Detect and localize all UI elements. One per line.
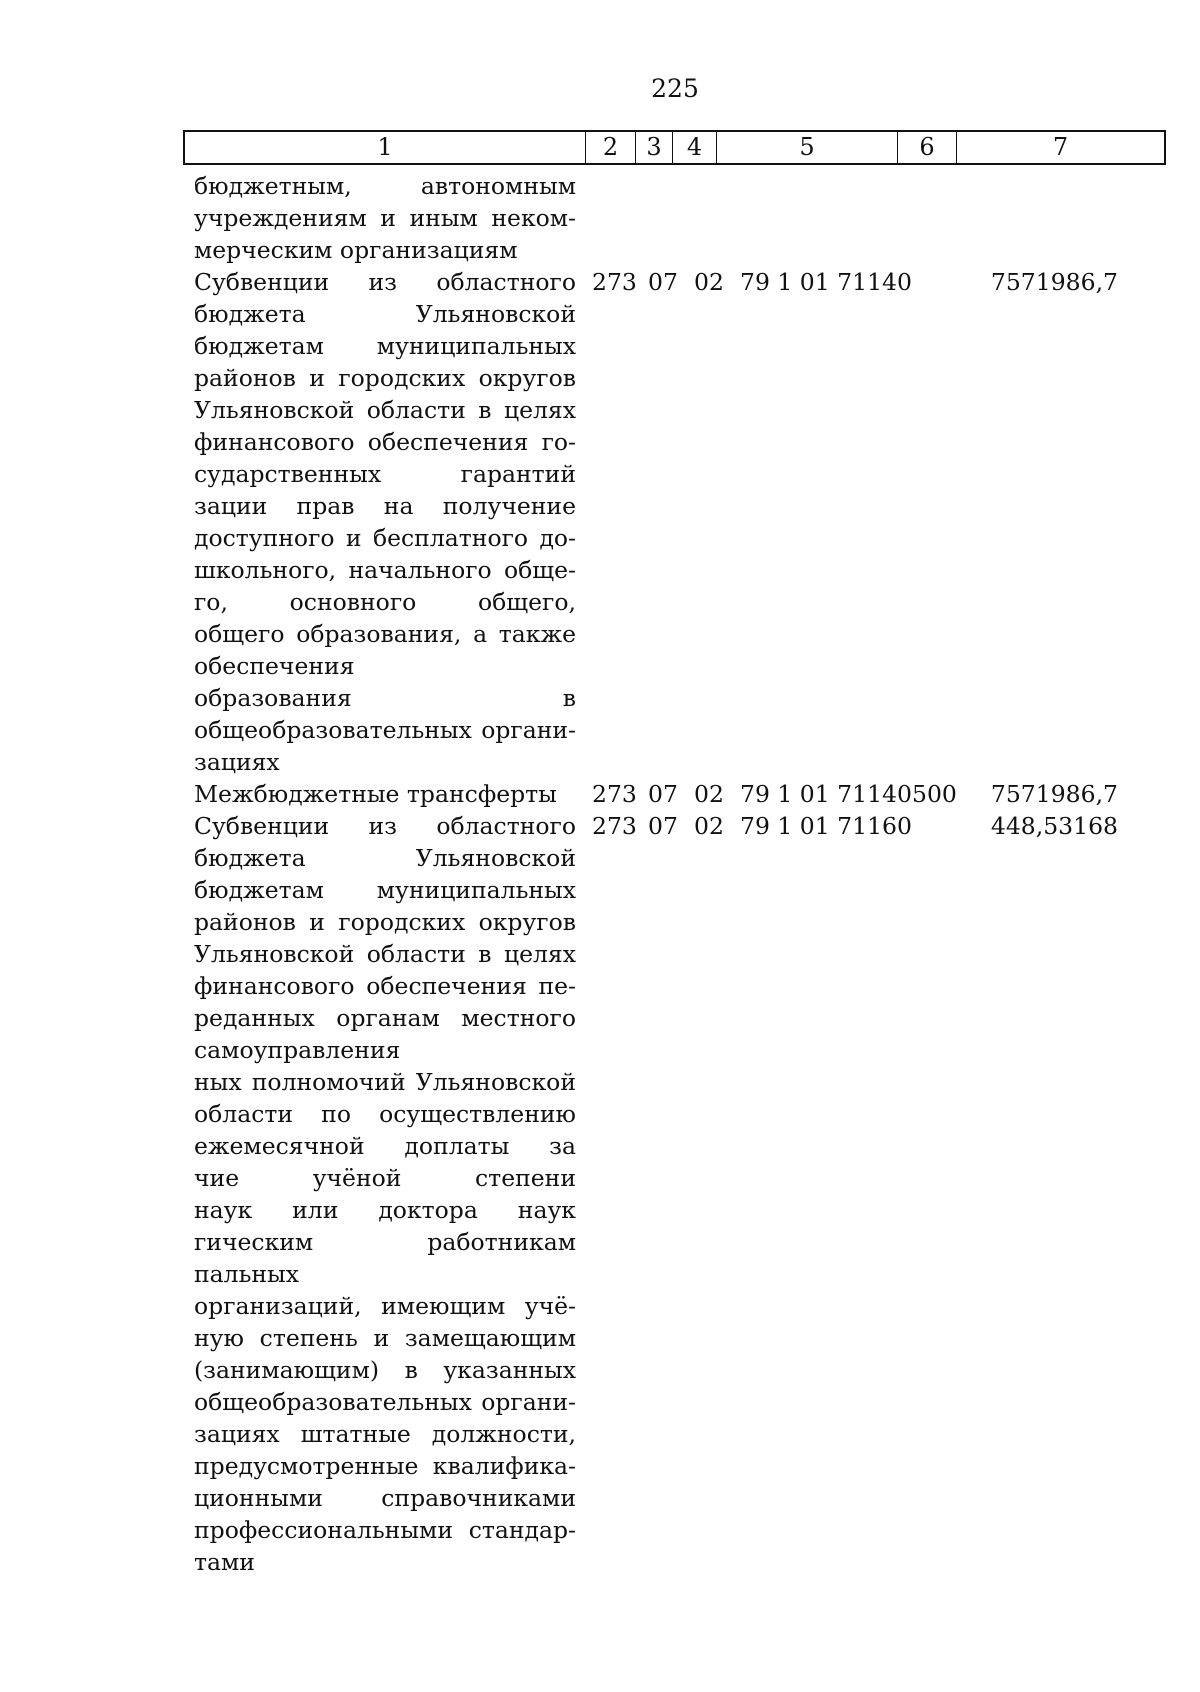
description-line: реданных органам местного (194, 1004, 576, 1032)
description-line: пальных (194, 1260, 300, 1288)
description-line: Ульяновской области в целях (194, 940, 576, 968)
description-line: образования в (194, 684, 576, 712)
code-target-article: 79 1 01 71160 (740, 812, 912, 840)
code-subsection: 02 (694, 812, 724, 840)
description-line: бюджета Ульяновской (194, 844, 576, 872)
description-line: ционными справочниками (194, 1484, 576, 1512)
row-description (194, 266, 576, 778)
header-col-3: 3 (636, 132, 673, 163)
description-line: общеобразовательных органи- (194, 716, 576, 744)
description-line: предусмотренные квалифика- (194, 1452, 576, 1480)
description-line: школьного, начального обще- (194, 556, 576, 584)
code-section: 07 (648, 268, 678, 296)
page-number: 225 (651, 74, 699, 103)
description-line: Межбюджетные трансферты (194, 780, 557, 808)
description-line: районов и городских округов (194, 908, 576, 936)
description-line: тами (194, 1548, 255, 1576)
description-line: ежемесячной доплаты за (194, 1132, 576, 1160)
header-col-4: 4 (673, 132, 717, 163)
description-line: бюджетам муниципальных (194, 876, 576, 904)
description-line: доступного и бесплатного до- (194, 524, 576, 552)
code-target-article: 79 1 01 71140 (740, 268, 912, 296)
amount-value: 7571986,7 (990, 780, 1118, 808)
description-line: наук или доктора наук (194, 1196, 576, 1224)
amount-value: 448,53168 (990, 812, 1118, 840)
description-line: бюджета Ульяновской (194, 300, 576, 328)
header-col-1: 1 (185, 132, 586, 163)
description-line: бюджетным, автономным (194, 172, 576, 200)
table-row (0, 778, 1200, 810)
table-body (0, 170, 1200, 1578)
description-line: Субвенции из областного (194, 812, 576, 840)
description-line: Ульяновской области в целях (194, 396, 576, 424)
table-row (0, 266, 1200, 778)
description-line: зациях штатные должности, (194, 1420, 576, 1448)
header-col-2: 2 (586, 132, 636, 163)
code-target-article: 79 1 01 71140 (740, 780, 912, 808)
description-line: Субвенции из областного (194, 268, 576, 296)
row-description (194, 810, 576, 1578)
header-col-7: 7 (1052, 133, 1069, 161)
code-subsection: 02 (694, 268, 724, 296)
description-line: профессиональными стандар- (194, 1516, 576, 1544)
description-line: районов и городских округов (194, 364, 576, 392)
description-line: мерческим организациям (194, 236, 518, 264)
table-header-row (183, 130, 1166, 165)
description-line: гическим работникам (194, 1228, 576, 1256)
code-section: 07 (648, 780, 678, 808)
description-line: зациях (194, 748, 280, 776)
row-description (194, 170, 576, 266)
code-expense-type: 500 (912, 780, 957, 808)
description-line: бюджетам муниципальных (194, 332, 576, 360)
description-line: сударственных гарантий (194, 460, 576, 488)
description-line: организаций, имеющим учё- (194, 1292, 576, 1320)
description-line: общего образования, а также (194, 620, 576, 648)
header-col-5: 5 (717, 132, 898, 163)
code-ministry: 273 (592, 812, 637, 840)
row-description (194, 778, 576, 810)
description-line: (занимающим) в указанных (194, 1356, 576, 1384)
code-section: 07 (648, 812, 678, 840)
description-line: ную степень и замещающим (194, 1324, 576, 1352)
description-line: чие учёной степени (194, 1164, 576, 1192)
code-ministry: 273 (592, 780, 637, 808)
description-line: зации прав на получение (194, 492, 576, 520)
description-line: го, основного общего, (194, 588, 576, 616)
description-line: учреждениям и иным неком- (194, 204, 576, 232)
description-line: ных полномочий Ульяновской (194, 1068, 576, 1096)
amount-value: 7571986,7 (990, 268, 1118, 296)
header-col-6: 6 (898, 132, 957, 163)
description-line: области по осуществлению (194, 1100, 576, 1128)
description-line: общеобразовательных органи- (194, 1388, 576, 1416)
code-ministry: 273 (592, 268, 637, 296)
table-row (0, 170, 1200, 266)
description-line: финансового обеспечения пе- (194, 972, 576, 1000)
table-row (0, 810, 1200, 1578)
description-line: финансового обеспечения го- (194, 428, 576, 456)
description-line: самоуправления (194, 1036, 401, 1064)
code-subsection: 02 (694, 780, 724, 808)
description-line: обеспечения (194, 652, 355, 680)
